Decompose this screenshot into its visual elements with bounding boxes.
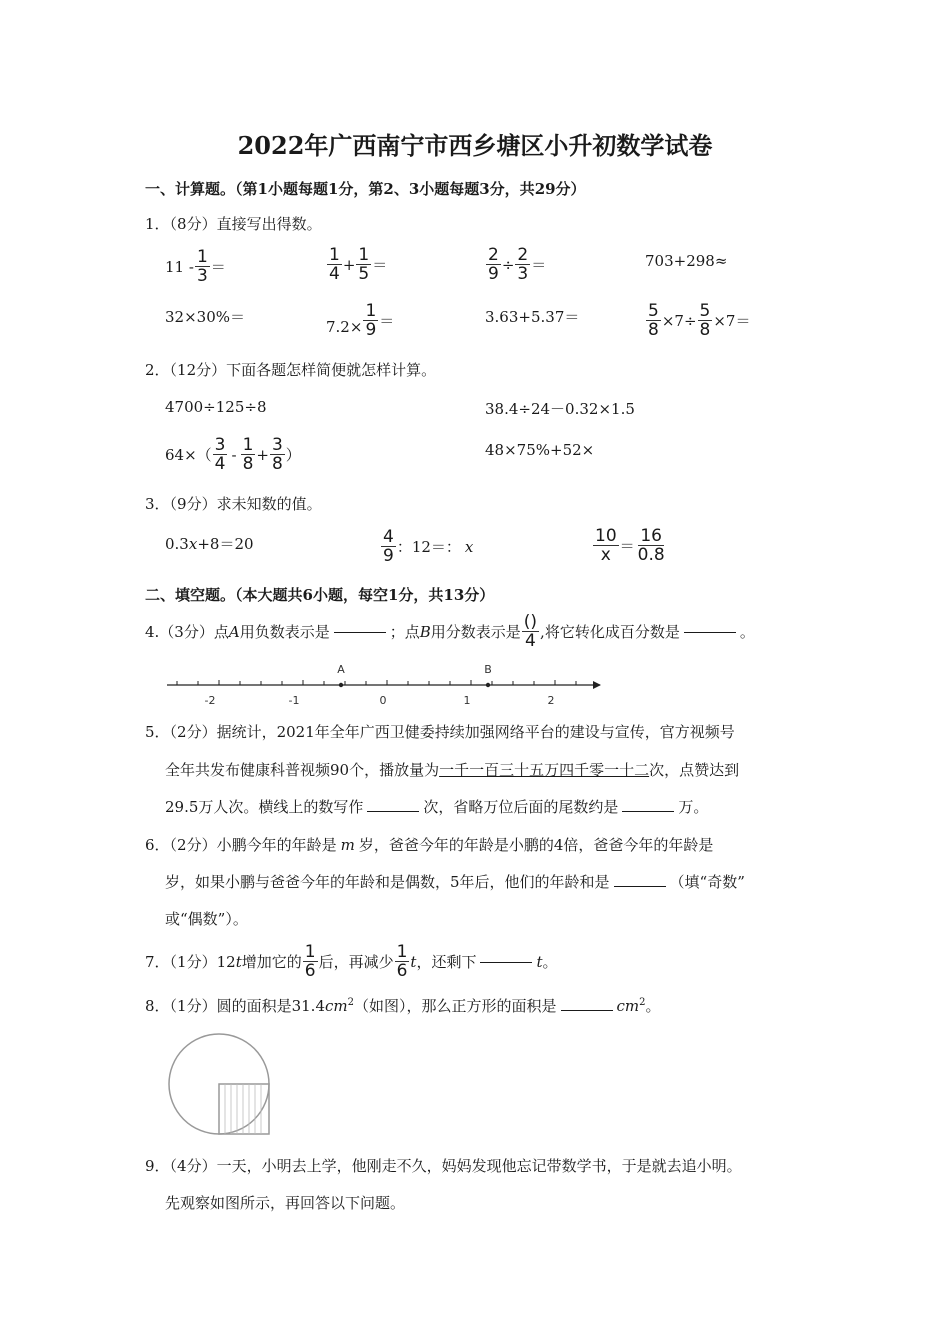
fraction: $\frac{5}{8}$ xyxy=(699,301,711,340)
operator: + xyxy=(256,445,269,464)
q1-expr-8 xyxy=(645,302,750,339)
unit-t: t xyxy=(235,952,242,971)
fraction: $\frac{2}{3}$ xyxy=(517,245,529,284)
operator: ×7÷ xyxy=(661,311,697,330)
q7-mid3: ，还剩下 xyxy=(416,953,477,971)
answer-blank xyxy=(367,810,419,812)
fraction: $\frac{10}{x}$ xyxy=(595,526,617,565)
fraction: $\frac{1}{5}$ xyxy=(358,245,370,284)
equals: ＝ xyxy=(372,256,388,274)
answer-blank xyxy=(614,885,666,887)
q5-line2-post: 次，点赞达到 xyxy=(649,761,740,779)
q6-line1-post: 岁，爸爸今年的年龄是小鹏的4倍，爸爸今年的年龄是 xyxy=(358,836,714,854)
q1-expr-3 xyxy=(485,246,546,283)
answer-blank xyxy=(622,810,674,812)
axis-label-2: 2 xyxy=(547,694,555,707)
fraction: $\frac{1}{9}$ xyxy=(365,301,377,340)
axis-label-neg2: -2 xyxy=(204,694,216,707)
q5-line-3 xyxy=(165,796,708,817)
q6-line-1 xyxy=(145,834,713,855)
answer-blank xyxy=(684,631,736,633)
point-a-dot xyxy=(339,683,343,687)
q5-line-2 xyxy=(165,759,739,780)
q7-post: 。 xyxy=(542,953,558,971)
q2-expr-1: 4700÷125÷8 xyxy=(165,398,267,416)
equals: ＝ xyxy=(531,256,547,274)
variable-x: x xyxy=(188,535,198,553)
point-b-text: B xyxy=(484,663,492,676)
axis-label-neg1: -1 xyxy=(288,694,300,707)
superscript: 2 xyxy=(347,997,354,1008)
fraction: $\frac{1}{3}$ xyxy=(196,247,208,286)
q3-expr-2 xyxy=(380,528,473,565)
q6-line2-post: （填“奇数” xyxy=(669,873,745,891)
q5-line2-pre: 全年共发布健康科普视频90个，播放量为 xyxy=(165,761,440,779)
fraction: $\frac{()}{4}$ xyxy=(523,612,538,651)
variable-m: m xyxy=(340,836,355,854)
q6-line1-pre: 6．（2分）小鹏今年的年龄是 xyxy=(145,836,337,854)
q8-post: 。 xyxy=(645,997,661,1015)
equals: ＝ xyxy=(619,537,635,555)
q3-e1-post: +8＝20 xyxy=(197,535,254,553)
fraction: $\frac{1}{6}$ xyxy=(304,942,316,981)
q3-e2-post: ：12＝： xyxy=(396,538,461,556)
q3-stem: 3．（9分）求未知数的值。 xyxy=(145,495,322,513)
q8-line xyxy=(145,995,661,1016)
q2-e3-post: ） xyxy=(285,446,301,464)
q7-pre: 7．（1分）12 xyxy=(145,953,236,971)
fraction: $\frac{1}{4}$ xyxy=(329,245,340,284)
q4-text-2: 用负数表示是 xyxy=(239,623,330,641)
q2-expr-3 xyxy=(165,436,301,473)
section2-heading: 二、填空题。（本大题共6小题，每空1分，共13分） xyxy=(145,586,495,604)
q4-text-1: 4.（3分）点 xyxy=(145,623,229,641)
q9-line-2: 先观察如图所示，再回答以下问题。 xyxy=(165,1194,406,1212)
q1-expr-1 xyxy=(165,248,226,285)
unit-t: t xyxy=(536,952,543,971)
axis-label-0: 0 xyxy=(379,694,387,707)
point-a-text: A xyxy=(337,663,345,676)
section1-heading: 一、计算题。（第1小题每题1分，第2、3小题每题3分，共29分） xyxy=(145,180,586,198)
operator: ÷ xyxy=(501,255,515,274)
fraction: $\frac{16}{0.8}$ xyxy=(637,526,665,565)
q2-expr-4: 48×75%+52× xyxy=(485,441,595,459)
q2-stem: 2．（12分）下面各题怎样简便就怎样计算。 xyxy=(145,361,437,379)
fraction: $\frac{5}{8}$ xyxy=(648,301,659,340)
fraction: $\frac{3}{4}$ xyxy=(214,435,226,474)
fraction: $\frac{2}{9}$ xyxy=(488,245,499,284)
q3-expr-1 xyxy=(165,533,254,554)
q7-mid1: 增加它的 xyxy=(241,953,302,971)
q7-mid2: 后，再减少 xyxy=(318,953,394,971)
q4-line xyxy=(145,613,755,650)
point-b-label: B xyxy=(419,622,431,641)
unit-cm: cm xyxy=(616,997,640,1015)
axis-label-1: 1 xyxy=(463,694,471,707)
q6-line-3: 或“偶数”）。 xyxy=(165,910,248,928)
fraction: $\frac{1}{8}$ xyxy=(242,435,254,474)
q8-mid: （如图），那么正方形的面积是 xyxy=(354,997,557,1015)
q3-e1-pre: 0.3 xyxy=(165,535,189,553)
point-a-label: A xyxy=(228,622,240,641)
q1-expr-6 xyxy=(326,302,394,339)
q2-e3-pre: 64×（ xyxy=(165,446,212,464)
arrow-head xyxy=(593,681,601,689)
q1-expr-4: 703+298≈ xyxy=(645,252,728,270)
q1-e6-pre: 7.2× xyxy=(326,317,363,336)
q2-expr-2: 38.4÷24－0.32×1.5 xyxy=(485,400,635,418)
q5-line-1: 5．（2分）据统计，2021年全年广西卫健委持续加强网络平台的建设与宣传，官方视频号 xyxy=(145,723,735,741)
q1-e1-pre: 11 - xyxy=(165,257,194,276)
q3-expr-3 xyxy=(592,527,668,564)
number-line xyxy=(165,660,610,710)
q9-line-1: 9．（4分）一天，小明去上学，他刚走不久，妈妈发现他忘记带数学书，于是就去追小明。 xyxy=(145,1157,742,1175)
circle-square-figure xyxy=(165,1030,275,1140)
q6-line-2 xyxy=(165,871,745,892)
unit-cm: cm xyxy=(325,997,348,1015)
q6-line2-pre: 岁，如果小鹏与爸爸今年的年龄和是偶数，5年后，他们的年龄和是 xyxy=(165,873,610,891)
q5-underlined-number: 一千一百三十五万四千零一十二 xyxy=(439,761,650,779)
q1-expr-5: 32×30%＝ xyxy=(165,308,245,326)
q5-line3-mid: 次，省略万位后面的尾数约是 xyxy=(423,798,619,816)
q1-stem: 1．（8分）直接写出得数。 xyxy=(145,215,322,233)
operator: - xyxy=(231,445,237,464)
q1-expr-2 xyxy=(326,246,387,283)
answer-blank xyxy=(561,1009,613,1011)
q5-line3-post: 万。 xyxy=(678,798,709,816)
answer-blank xyxy=(334,631,386,633)
point-b-dot xyxy=(486,683,490,687)
q8-pre: 8．（1分）圆的面积是31.4 xyxy=(145,997,325,1015)
superscript: 2 xyxy=(639,997,646,1008)
equals: ＝ xyxy=(379,312,395,330)
q1-e1-post: ＝ xyxy=(210,258,226,276)
unit-t: t xyxy=(410,952,417,971)
q4-text-3: ；点 xyxy=(389,623,420,641)
fraction: $\frac{3}{8}$ xyxy=(271,435,283,474)
q4-text-5: ,将它转化成百分数是 xyxy=(540,623,680,641)
page-title: 2022年广西南宁市西乡塘区小升初数学试卷 xyxy=(237,131,713,160)
equals: ×7＝ xyxy=(713,312,751,330)
operator: + xyxy=(342,255,356,274)
q5-line3-pre: 29.5万人次。横线上的数写作 xyxy=(165,798,364,816)
fraction: $\frac{1}{6}$ xyxy=(396,942,408,981)
q4-text-6: 。 xyxy=(739,623,755,641)
q1-expr-7: 3.63+5.37＝ xyxy=(485,308,580,326)
variable-x: x xyxy=(464,537,474,556)
fraction: $\frac{4}{9}$ xyxy=(383,527,394,566)
q7-line xyxy=(145,943,558,980)
q4-text-4: 用分数表示是 xyxy=(430,623,521,641)
answer-blank xyxy=(480,961,532,963)
